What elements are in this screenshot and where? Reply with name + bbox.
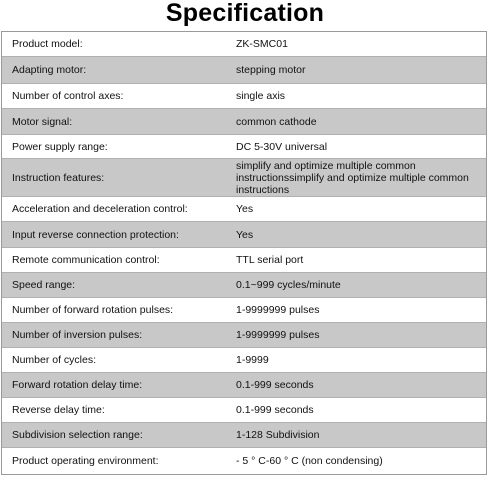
spec-row-subdivision-range xyxy=(2,423,486,448)
spec-row-acceleration-control xyxy=(2,197,486,222)
spec-label: Remote communication control: xyxy=(12,254,160,266)
spec-label: Product operating environment: xyxy=(12,455,159,467)
spec-label: Acceleration and deceleration control: xyxy=(12,203,188,215)
spec-label: Power supply range: xyxy=(12,140,108,153)
spec-value: TTL serial port xyxy=(236,254,304,266)
spec-row-reverse-delay xyxy=(2,398,486,423)
spec-value: simplify and optimize multiple common instructionssimplify and optimize multiple common instructions xyxy=(236,159,469,196)
spec-label: Forward rotation delay time: xyxy=(12,379,143,391)
spec-label: Adapting motor: xyxy=(12,64,87,76)
spec-row-cycles xyxy=(2,348,486,373)
spec-label: Number of cycles: xyxy=(12,354,97,366)
spec-row-remote-communication xyxy=(2,248,486,273)
spec-row-motor-signal xyxy=(2,109,486,135)
spec-row-forward-pulses xyxy=(2,298,486,323)
spec-label: Reverse delay time: xyxy=(12,404,105,416)
spec-value: 1-9999999 pulses xyxy=(236,304,320,316)
spec-row-product-model xyxy=(2,32,486,57)
spec-label: Product model: xyxy=(12,38,83,50)
spec-row-control-axes xyxy=(2,84,486,109)
spec-value: stepping motor xyxy=(236,64,306,76)
spec-label: Number of control axes: xyxy=(12,90,124,102)
spec-value: 1-128 Subdivision xyxy=(236,429,320,441)
spec-value: Yes xyxy=(236,203,254,215)
spec-label: Number of inversion pulses: xyxy=(12,329,143,341)
spec-row-speed-range xyxy=(2,273,486,298)
spec-value: ZK-SMC01 xyxy=(236,38,288,50)
spec-value: 0.1-999 seconds xyxy=(236,379,314,391)
spec-value: Yes xyxy=(236,228,254,241)
spec-label: Motor signal: xyxy=(12,115,73,128)
spec-row-inversion-pulses xyxy=(2,323,486,348)
spec-label: Instruction features: xyxy=(12,171,105,184)
spec-value: 1-9999999 pulses xyxy=(236,329,320,341)
spec-label: Speed range: xyxy=(12,279,76,291)
spec-label: Number of forward rotation pulses: xyxy=(12,304,174,316)
spec-table xyxy=(1,31,487,475)
spec-value: - 5 ° C-60 ° C (non condensing) xyxy=(236,455,383,467)
spec-value: 0.1~999 cycles/minute xyxy=(236,279,341,291)
spec-value: DC 5-30V universal xyxy=(236,140,328,153)
spec-value: 0.1-999 seconds xyxy=(236,404,314,416)
spec-label: Input reverse connection protection: xyxy=(12,228,179,241)
spec-value: common cathode xyxy=(236,115,317,128)
spec-row-reverse-protection xyxy=(2,222,486,248)
spec-label: Subdivision selection range: xyxy=(12,429,143,441)
spec-row-operating-environment xyxy=(2,448,486,474)
spec-row-instruction-features xyxy=(2,159,486,197)
spec-row-power-supply xyxy=(2,135,486,159)
spec-row-adapting-motor xyxy=(2,57,486,84)
spec-value: 1-9999 xyxy=(236,354,269,366)
spec-row-forward-delay xyxy=(2,373,486,398)
spec-value: single axis xyxy=(236,90,286,102)
page-title: Specification xyxy=(165,0,325,27)
